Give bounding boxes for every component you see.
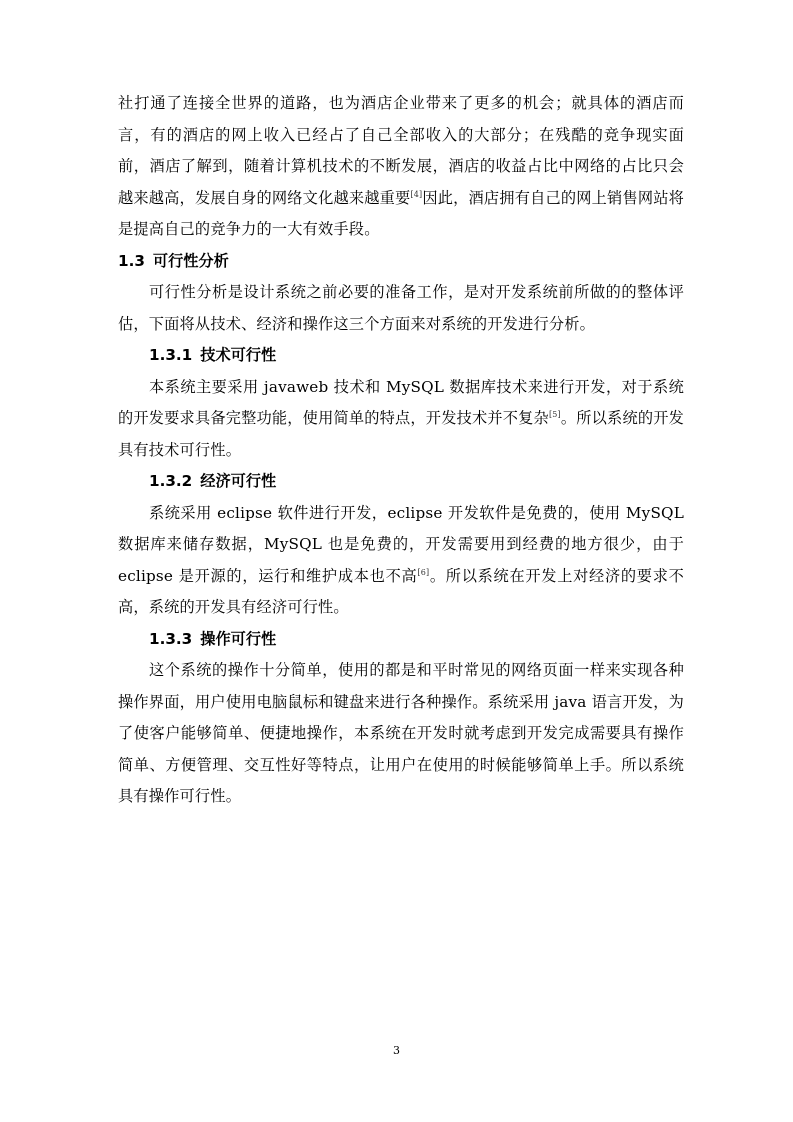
subsection-heading-1-3-1: [118, 340, 684, 372]
technical-feasibility-paragraph: [118, 372, 684, 467]
page-number: 3: [393, 1044, 400, 1057]
citation-6: [6]: [417, 567, 430, 577]
subsection-title: 操作可行性: [200, 629, 277, 648]
technical-text-1: 本系统主要采用 javaweb 技术和 MySQL 数据库技术来进行开发，对于系统的开发要求具备完整功能，使用简单的特点，开发技术并不复杂: [118, 377, 684, 427]
subsection-heading-1-3-3: [118, 624, 684, 656]
economic-text-1: 系统采用 eclipse 软件进行开发，eclipse 开发软件是免费的，使用 MySQL 数据库来储存数据，MySQL 也是免费的，开发需要用到经费的地方很少，由于 eclipse 是开源的，运行和维护成本也不高: [118, 503, 684, 585]
citation-4: [4]: [410, 189, 423, 199]
intro-text-2: 因此，酒店拥有自己的网上销售网站将是提高自己的竞争力的一大有效手段。: [118, 188, 684, 238]
economic-text-2: 。所以系统在开发上对经济的要求不高，系统的开发具有经济可行性。: [118, 566, 684, 616]
subsection-number: 1.3.1: [149, 346, 193, 364]
feasibility-overview-paragraph: 可行性分析是设计系统之前必要的准备工作，是对开发系统前所做的的整体评估，下面将从技术、经济和操作这三个方面来对系统的开发进行分析。: [118, 283, 684, 333]
page-content: [118, 88, 684, 813]
section-heading-1-3: [118, 246, 684, 278]
economic-feasibility-paragraph: [118, 498, 684, 624]
citation-5: [5]: [548, 410, 561, 419]
section-title: 可行性分析: [152, 251, 229, 270]
subsection-number: 1.3.3: [149, 629, 193, 648]
technical-text-2: 。所以系统的开发具有技术可行性。: [118, 409, 684, 459]
subsection-heading-1-3-2: [118, 466, 684, 498]
subsection-title: 经济可行性: [200, 472, 277, 490]
operational-feasibility-paragraph: 这个系统的操作十分简单，使用的都是和平时常见的网络页面一样来实现各种操作界面，用户使用电脑鼠标和键盘来进行各种操作。系统采用 java 语言开发，为了使客户能够简单、便捷地操作，本系统在开发时就考虑到开发完成需要具有操作简单、方便管理、交互性好等特点，让用户在使用的时候能够简单上手。所以系统具有操作可行性。: [118, 661, 684, 805]
subsection-number: 1.3.2: [149, 472, 193, 490]
intro-text-1: 社打通了连接全世界的道路，也为酒店企业带来了更多的机会；就具体的酒店而言，有的酒店的网上收入已经占了自己全部收入的大部分；在残酷的竞争现实面前，酒店了解到，随着计算机技术的不断发展，酒店的收益占比中网络的占比只会越来越高，发展自身的网络文化越来越重要: [118, 94, 684, 207]
subsection-title: 技术可行性: [200, 346, 277, 364]
intro-paragraph: [118, 88, 684, 246]
section-number: 1.3: [118, 251, 145, 270]
